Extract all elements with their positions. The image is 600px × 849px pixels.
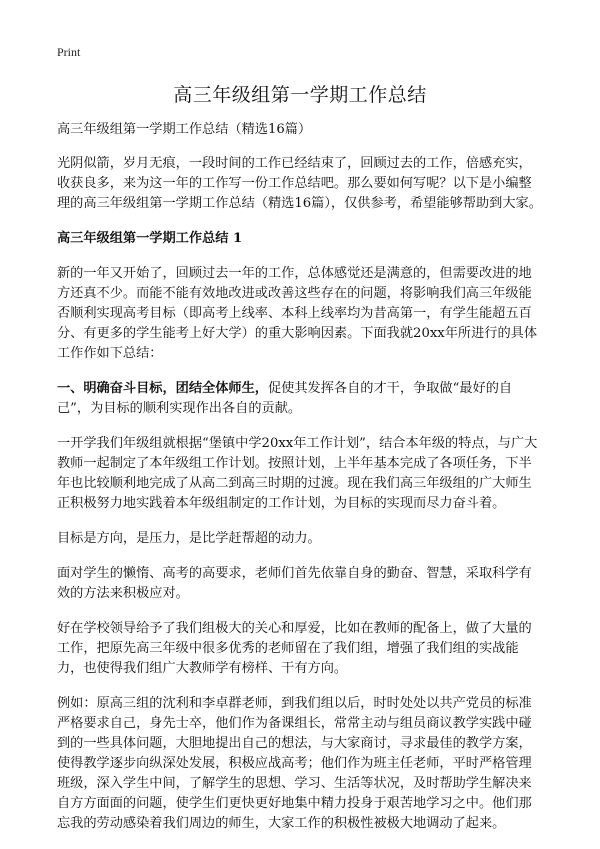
paragraph-6: 好在学校领导给予了我们组极大的关心和厚爱，比如在教师的配备上，做了大量的工作，把原先高三年级中很多优秀的老师留在了我们组，增强了我们组的实战能力，也使得我们组广大教师学有榜样、干有方向。: [57, 621, 532, 676]
document-subtitle: 高三年级组第一学期工作总结（精选16篇）: [57, 122, 312, 137]
paragraph-2: [57, 379, 543, 419]
paragraph-2-rest: 促使其发挥各自的才干，争取做“最好的自己”，为目标的顺利实现作出各自的贡献。: [57, 381, 513, 416]
intro-paragraph: 光阴似箭，岁月无痕，一段时间的工作已经结束了，回顾过去的工作，倍感充实，收获良多，来为这一年的工作写一份工作总结吧。那么要如何写呢？以下是小编整理的高三年级组第一学期工作总结（精选16篇），仅供参考，希望能够帮助到大家。: [57, 156, 542, 211]
paragraph-4: 目标是方向，是压力，是比学赶帮超的动力。: [57, 531, 321, 546]
paragraph-1: 新的一年又开始了，回顾过去一年的工作，总体感觉还是满意的，但需要改进的地方还真不少。而能不能有效地改进或改善这些存在的问题，将影响我们高三年级能否顺利实现高考目标（即高考上线率、本科上线率均为昔高第一，有学生能超五百分、有更多的学生能考上好大学）的重大影响因素。下面我就20xx年所进行的具体工作作如下总结：: [57, 266, 538, 361]
paragraph-7: 例如：原高三组的沈利和李卓群老师，到我们组以后，时时处处以共产党员的标准严格要求自己，身先士卒，他们作为备课组长，常常主动与组员商议教学实践中碰到的一些具体问题，大胆地提出自己的想法，与大家商讨，寻求最佳的教学方案，使得教学逐步向纵深处发展，积极应战高考；他们作为班主任老师，平时严格管理班级，深入学生中间，了解学生的思想、学习、生活等状况，及时帮助学生解决来自方方面面的问题，使学生们更快更好地集中精力投身于艰苦地学习之中。他们那忘我的劳动感染着我们周边的师生，大家工作的积极性被极大地调动了起来。: [57, 696, 532, 831]
page-title: 高三年级组第一学期工作总结: [173, 84, 427, 106]
print-link[interactable]: Print: [57, 45, 81, 59]
section-heading: 高三年级组第一学期工作总结 1: [57, 231, 243, 246]
document-body: [57, 120, 543, 849]
paragraph-3: 一开学我们年级组就根据“堡镇中学20xx年工作计划”，结合本年级的特点，与广大教师一起制定了本年级组工作计划。按照计划，上半年基本完成了各项任务，下半年也比较顺利地完成了从高二到高三时期的过渡。现在我们高三年级组的广大师生正积极努力地实践着本年级组制定的工作计划，为目标的实现而尽力奋斗着。: [57, 436, 538, 511]
paragraph-5: 面对学生的懒惰、高考的高要求，老师们首先依靠自身的勤奋、智慧，采取科学有效的方法来积极应对。: [57, 566, 532, 601]
paragraph-2-bold: 一、明确奋斗目标，团结全体师生，: [57, 381, 268, 396]
